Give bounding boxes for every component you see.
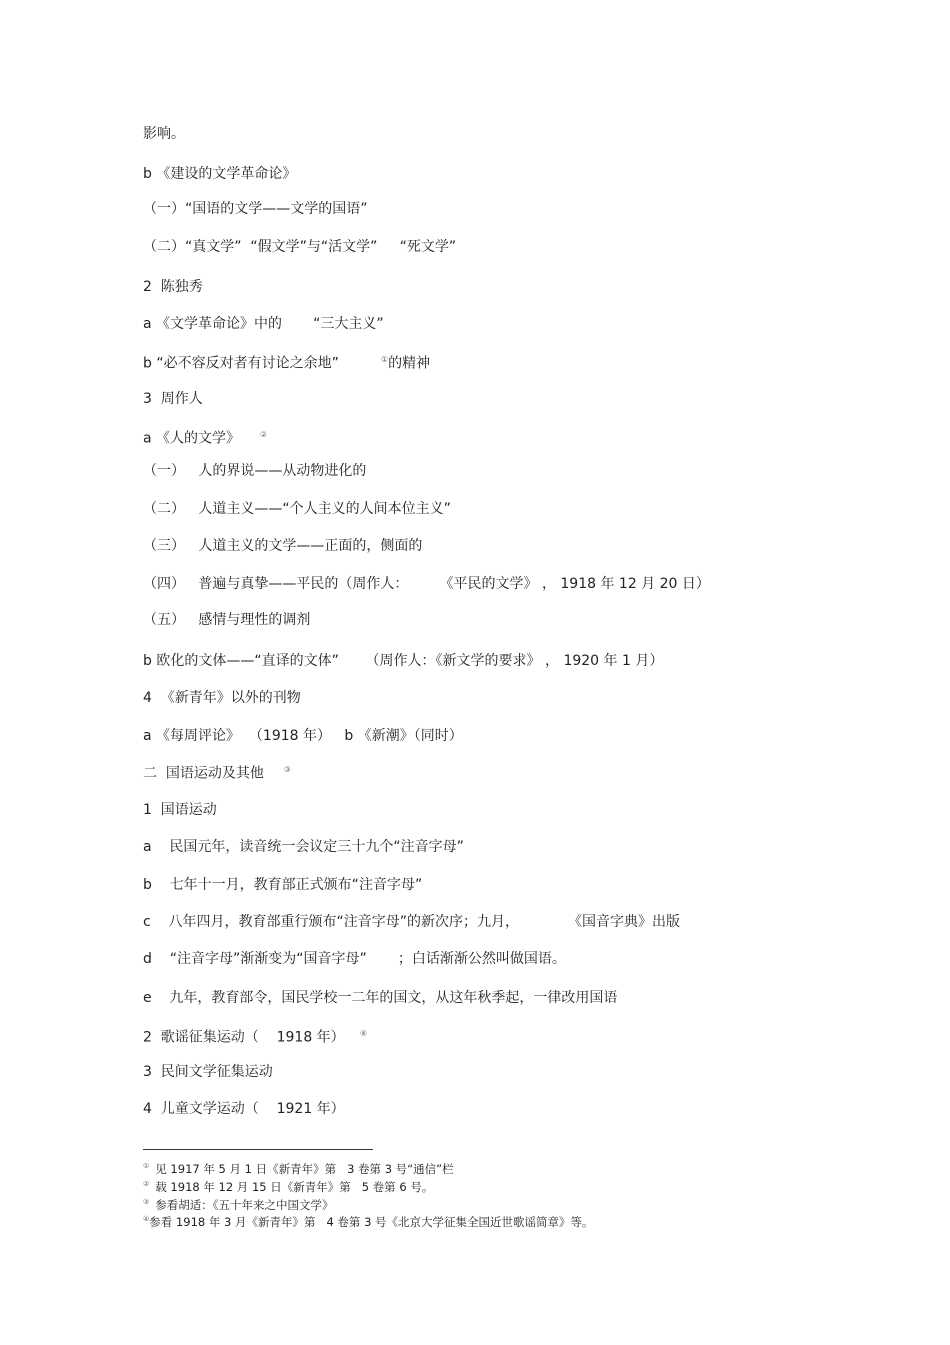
text-line: a 民国元年，读音统一会议定三十九个“注音字母” bbox=[143, 839, 464, 855]
footnote-ref-3[interactable]: ③ bbox=[283, 765, 291, 774]
text-line: d “注音字母”渐渐变为“国音字母” ；白话渐渐公然叫做国语。 bbox=[143, 951, 566, 967]
footnote-mark: ② bbox=[143, 1180, 150, 1188]
section-heading: 3 民间文学征集运动 bbox=[143, 1064, 273, 1080]
section-heading: 1 国语运动 bbox=[143, 802, 217, 818]
footnote-ref-2[interactable]: ② bbox=[259, 430, 268, 439]
footnote-divider bbox=[143, 1149, 373, 1150]
text-line: b 《建设的文学革命论》 bbox=[143, 166, 297, 182]
section-heading: 3 周作人 bbox=[143, 391, 203, 407]
footnote-mark: ④ bbox=[143, 1215, 150, 1223]
footnote-2: ② 载 1918 年 12 月 15 日《新青年》第 5 卷第 6 号。 bbox=[143, 1179, 434, 1194]
text-line: （四） 普遍与真挚——平民的（周作人： 《平民的文学》 ， 1918 年 12 月 20 日） bbox=[143, 576, 710, 592]
text-line: （二）“真文学” “假文学”与“活文学” “死文学” bbox=[143, 239, 457, 255]
text-line: e 九年，教育部令，国民学校一二年的国文，从这年秋季起，一律改用国语 bbox=[143, 990, 618, 1006]
text-line: b “必不容反对者有讨论之余地” ①的精神 bbox=[143, 355, 431, 372]
footnote-mark: ① bbox=[143, 1162, 150, 1170]
footnote-ref-4[interactable]: ④ bbox=[360, 1029, 368, 1038]
footnote-3: ③ 参看胡适：《五十年来之中国文学》 bbox=[143, 1197, 334, 1212]
text-line: （一）“国语的文学——文学的国语” bbox=[143, 201, 368, 217]
section-heading: 2 歌谣征集运动（ 1918 年） ④ bbox=[143, 1029, 368, 1046]
footnote-4: ④参看 1918 年 3 月《新青年》第 4 卷第 3 号《北京大学征集全国近世歌谣简章》等。 bbox=[143, 1214, 594, 1229]
footnote-1: ① 见 1917 年 5 月 1 日《新青年》第 3 卷第 3 号“通信”栏 bbox=[143, 1161, 454, 1176]
text-line: （三） 人道主义的文学——正面的，侧面的 bbox=[143, 538, 423, 554]
footnote-ref-1[interactable]: ① bbox=[380, 355, 389, 364]
chapter-heading: 二 国语运动及其他 ③ bbox=[143, 765, 291, 782]
text-line: 影响。 bbox=[143, 126, 185, 142]
text-line: a 《人的文学》 ② bbox=[143, 430, 268, 447]
text-line: （二） 人道主义——“个人主义的人间本位主义” bbox=[143, 501, 451, 517]
section-heading: 4 儿童文学运动（ 1921 年） bbox=[143, 1101, 345, 1117]
text-line: （一） 人的界说——从动物进化的 bbox=[143, 463, 367, 479]
text-line: b 欧化的文体——“直译的文体” （周作人：《新文学的要求》 ， 1920 年 1 月） bbox=[143, 653, 664, 669]
text-line: （五） 感情与理性的调剂 bbox=[143, 612, 311, 628]
text-line: a 《文学革命论》中的 “三大主义” bbox=[143, 316, 384, 332]
text-line: c 八年四月，教育部重行颁布“注音字母”的新次序；九月， 《国音字典》出版 bbox=[143, 914, 680, 930]
text-line: b 七年十一月，教育部正式颁布“注音字母” bbox=[143, 877, 423, 893]
text-line: a 《每周评论》 （1918 年） b 《新潮》（同时） bbox=[143, 728, 463, 744]
section-heading: 2 陈独秀 bbox=[143, 279, 203, 295]
section-heading: 4 《新青年》以外的刊物 bbox=[143, 690, 301, 706]
footnote-mark: ③ bbox=[143, 1198, 150, 1206]
